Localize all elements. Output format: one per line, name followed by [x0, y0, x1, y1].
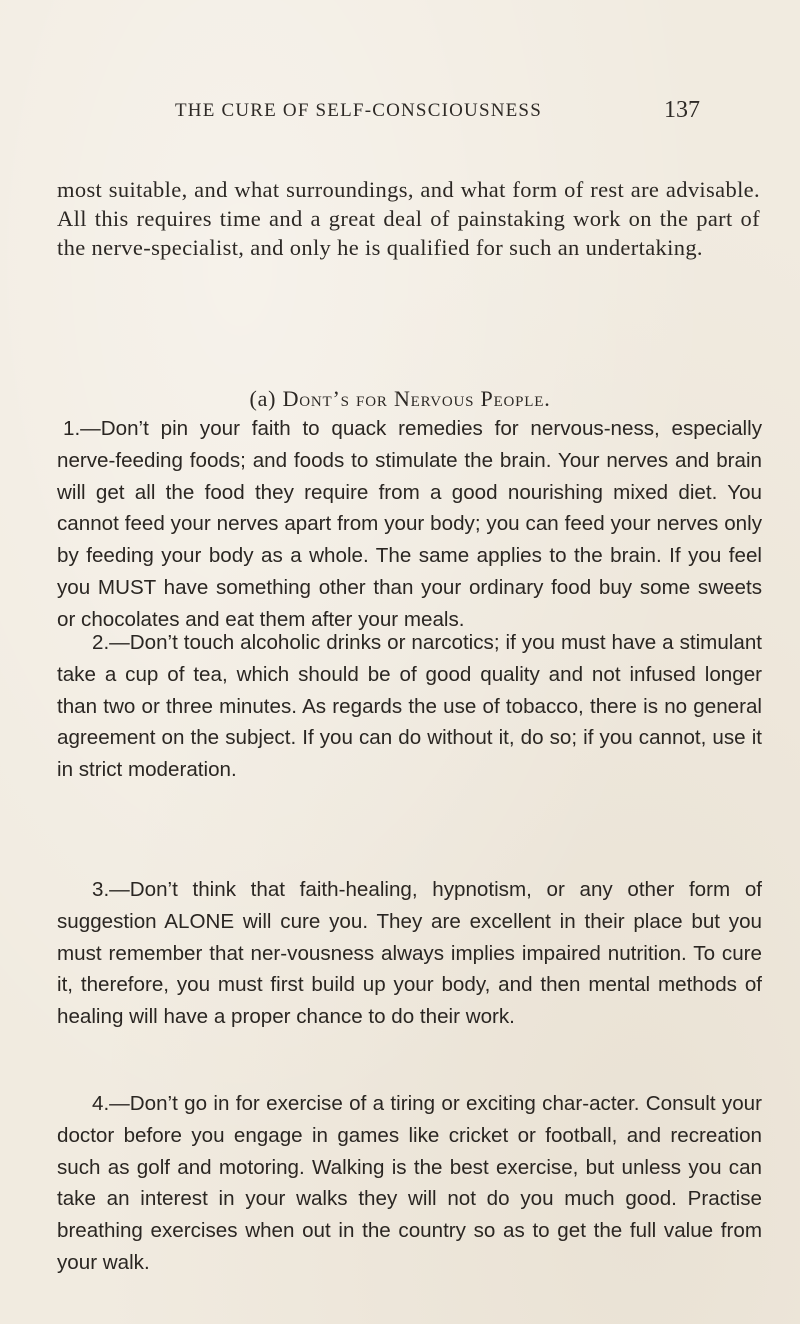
intro-paragraph: most suitable, and what surroundings, and what form of rest are advisable. All this requires time and a great deal of painstaking work on the part of the nerve-specialist, and only he is qualified for such an undertaking.: [57, 176, 760, 260]
page-number: 137: [664, 97, 700, 123]
running-header: [120, 97, 700, 130]
running-title: THE CURE OF SELF-CONSCIOUSNESS: [175, 100, 542, 121]
section-title: Dont’s for Nervous People.: [282, 386, 551, 411]
dont-item-1: 1.—Don’t pin your faith to quack remedies for nervous-ness, especially nerve-feeding foods; and foods to stimulate the brain. Your nerves and brain will get all the food they require from a good nourishing mixed diet. You cannot feed your nerves apart from your body; you can feed your nerves only by feeding your body as a whole. The same applies to the brain. If you feel you MUST have something other than your ordinary food buy some sweets or chocolates and eat them after your meals.: [57, 417, 762, 631]
section-heading: [0, 386, 800, 412]
dont-item-3: 3.—Don’t think that faith-healing, hypnotism, or any other form of suggestion ALONE will cure you. They are excellent in their place but you must remember that ner-vousness always implies impaired nutrition. To cure it, therefore, you must first build up your body, and then mental methods of healing will have a proper chance to do their work.: [57, 878, 762, 1029]
section-label: (a): [249, 386, 277, 411]
dont-item-4: 4.—Don’t go in for exercise of a tiring or exciting char-acter. Consult your doctor before you engage in games like cricket or football, and recreation such as golf and motoring. Walking is the best exercise, but unless you can take an interest in your walks they will not do you much good. Practise breathing exercises when out in the country so as to get the full value from your walk.: [57, 1092, 762, 1274]
dont-item-2: 2.—Don’t touch alcoholic drinks or narcotics; if you must have a stimulant take a cup of tea, which should be of good quality and not infused longer than two or three minutes. As regards the use of tobacco, there is no general agreement on the subject. If you can do without it, do so; if you cannot, use it in strict moderation.: [57, 631, 762, 782]
